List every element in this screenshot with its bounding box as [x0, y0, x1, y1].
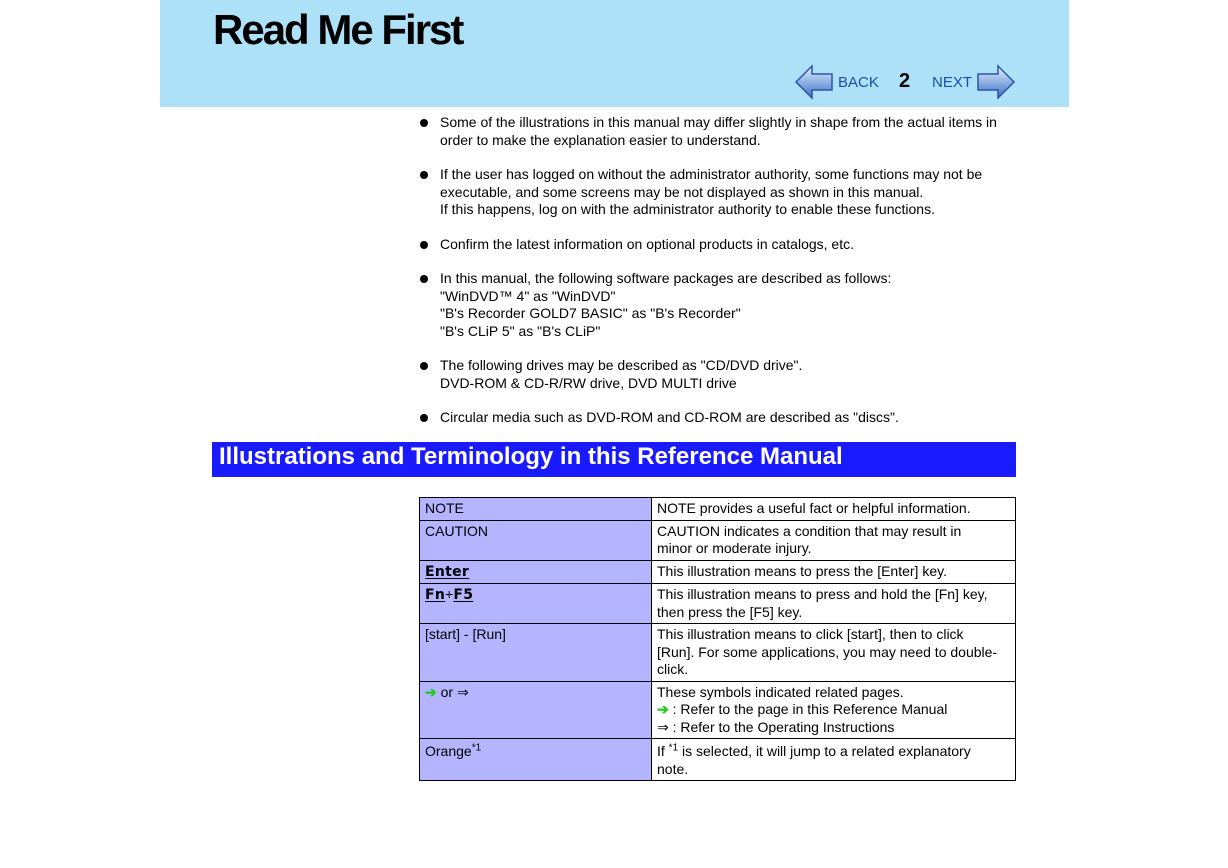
next-arrow-icon	[976, 64, 1016, 100]
list-item-text: "B's Recorder GOLD7 BASIC" as "B's Recorder"	[440, 305, 741, 321]
term-cell	[420, 560, 652, 584]
list-item-text: DVD-ROM & CD-R/RW drive, DVD MULTI drive	[440, 374, 737, 391]
list-item	[418, 114, 1018, 149]
green-arrow-icon: ➔	[657, 701, 669, 717]
description-text: This illustration means to click [start], then to click	[657, 626, 964, 642]
table-row	[420, 498, 1016, 521]
bullet-icon	[420, 119, 428, 127]
table-row	[420, 739, 1016, 781]
back-label: BACK	[838, 73, 879, 91]
term-cell: NOTE	[420, 498, 652, 521]
enter-key-icon: Enter	[425, 563, 470, 580]
description-text: ⇒ : Refer to the Operating Instructions	[657, 718, 895, 735]
description-text: minor or moderate injury.	[657, 540, 812, 556]
term-cell	[420, 739, 652, 781]
list-item	[418, 357, 1018, 392]
description-text: NOTE provides a useful fact or helpful information.	[657, 500, 971, 516]
table-row	[420, 520, 1016, 560]
description-line	[657, 743, 1010, 761]
notes-list	[418, 114, 1018, 427]
description-text: is selected, it will jump to a related explanatory	[678, 743, 971, 759]
term-cell	[420, 584, 652, 624]
bullet-icon	[420, 414, 428, 422]
description-text: [Run]. For some applications, you may need to double-	[657, 643, 998, 660]
list-item	[418, 409, 1018, 427]
page-title: Read Me First	[213, 6, 463, 53]
green-arrow-icon: ➔	[425, 683, 437, 700]
description-text: This illustration means to press and hold the [Fn] key,	[657, 586, 988, 602]
term-cell: CAUTION	[420, 520, 652, 560]
description-text: : Refer to the page in this Reference Manual	[668, 701, 948, 717]
description-cell	[652, 584, 1016, 624]
description-cell	[652, 560, 1016, 584]
implies-arrow-icon: ⇒	[456, 683, 469, 700]
list-item	[418, 236, 1018, 254]
fn-key-icon: Fn	[425, 587, 446, 603]
next-button[interactable]	[930, 64, 1018, 100]
table-row	[420, 560, 1016, 584]
description-cell	[652, 624, 1016, 682]
description-text: note.	[657, 760, 689, 777]
list-item	[418, 270, 1018, 340]
term-cell	[420, 681, 652, 739]
table-row	[420, 624, 1016, 682]
list-item-text: executable, and some screens may be not displayed as shown in this manual.	[440, 183, 924, 200]
list-item-text: If this happens, log on with the administrator authority to enable these functions.	[440, 201, 935, 217]
footnote-link[interactable]: *1	[668, 742, 679, 754]
description-text: then press the [F5] key.	[657, 603, 803, 620]
list-item-text: In this manual, the following software packages are described as follows:	[440, 270, 892, 286]
list-item-text: The following drives may be described as "CD/DVD drive".	[440, 357, 803, 373]
bullet-icon	[420, 241, 428, 249]
description-cell	[652, 739, 1016, 781]
bullet-icon	[420, 275, 428, 283]
next-label: NEXT	[932, 73, 973, 91]
list-item-text: "WinDVD™ 4" as "WinDVD"	[440, 287, 616, 304]
or-text: or	[436, 683, 457, 700]
description-text: These symbols indicated related pages.	[657, 683, 904, 700]
description-text: click.	[657, 661, 689, 677]
description-cell	[652, 681, 1016, 739]
description-text: CAUTION indicates a condition that may result in	[657, 522, 962, 539]
page-header	[160, 0, 1069, 107]
table-row	[420, 584, 1016, 624]
term-cell: [start] - [Run]	[420, 624, 652, 682]
list-item-text: order to make the explanation easier to understand.	[440, 131, 761, 148]
list-item-text: Confirm the latest information on optional products in catalogs, etc.	[440, 235, 854, 252]
back-button[interactable]	[794, 64, 886, 100]
terminology-table	[419, 497, 1016, 781]
footnote-marker: *1	[471, 742, 482, 754]
description-text: If	[657, 743, 669, 759]
list-item-text: "B's CLiP 5" as "B's CLiP"	[440, 322, 601, 339]
bullet-icon	[420, 362, 428, 370]
page-number: 2	[899, 70, 911, 92]
orange-term: Orange	[425, 743, 472, 759]
list-item-text: Circular media such as DVD-ROM and CD-ROM are described as "discs".	[440, 409, 899, 425]
table-row	[420, 681, 1016, 739]
description-line	[657, 701, 1010, 719]
section-heading: Illustrations and Terminology in this Reference Manual	[212, 442, 1016, 477]
plus-sign: +	[445, 586, 454, 602]
list-item	[418, 166, 1018, 219]
bullet-icon	[420, 171, 428, 179]
f5-key-icon: F5	[453, 587, 474, 603]
back-arrow-icon	[794, 64, 834, 100]
description-cell	[652, 498, 1016, 521]
description-text: This illustration means to press the [Enter] key.	[657, 562, 947, 579]
list-item-text: Some of the illustrations in this manual may differ slightly in shape from the actual items in	[440, 114, 997, 130]
description-cell	[652, 520, 1016, 560]
list-item-text: If the user has logged on without the administrator authority, some functions may not be	[440, 166, 983, 182]
